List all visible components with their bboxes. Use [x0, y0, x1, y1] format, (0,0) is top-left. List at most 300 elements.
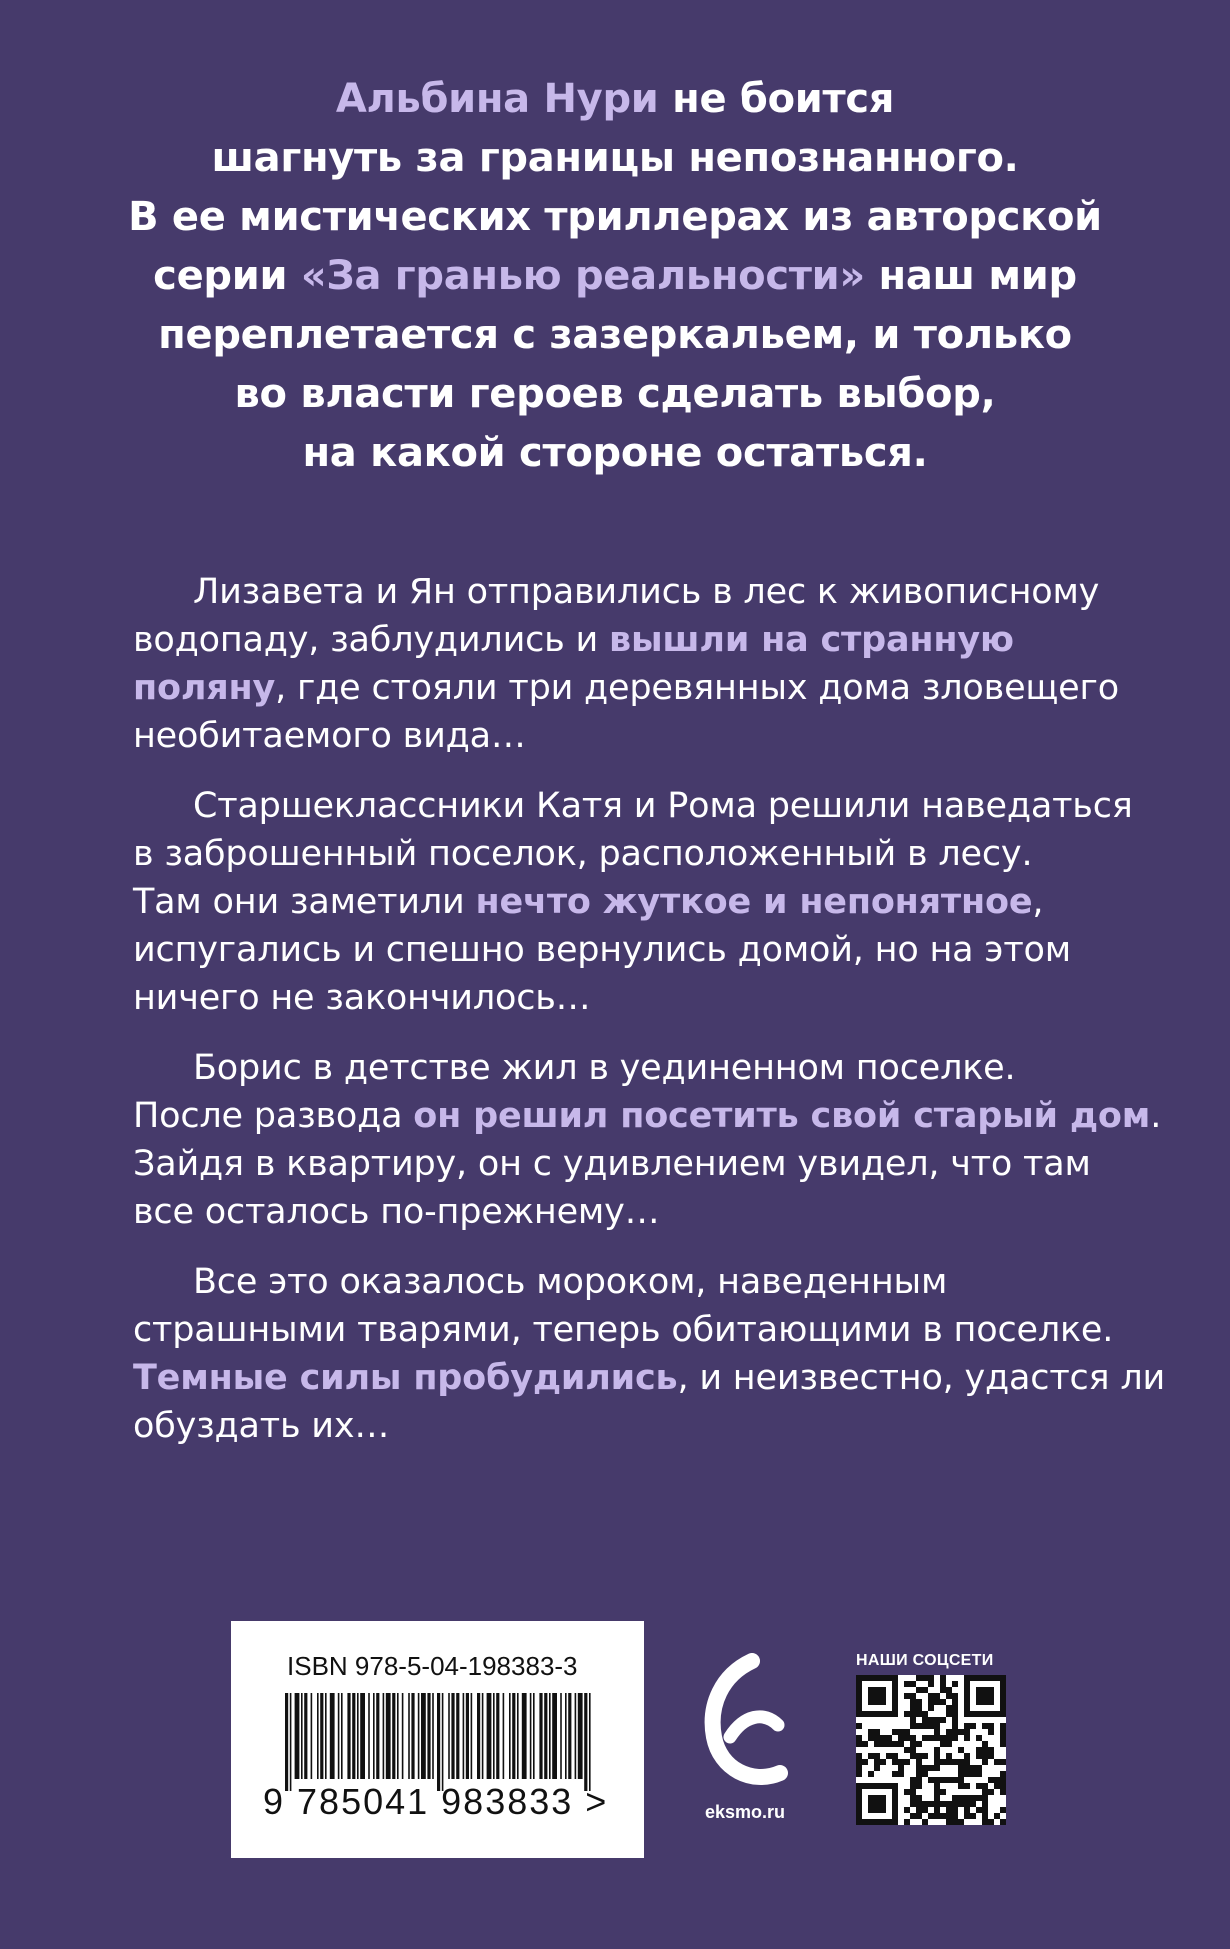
qr-module — [856, 1735, 862, 1741]
qr-module — [910, 1801, 916, 1807]
qr-module — [928, 1765, 934, 1771]
qr-module — [952, 1723, 958, 1729]
qr-module — [940, 1681, 946, 1687]
qr-module — [928, 1699, 934, 1705]
barcode-bar — [565, 1693, 567, 1779]
barcode-bar — [311, 1693, 313, 1779]
qr-module — [910, 1789, 916, 1795]
barcode-icon — [285, 1693, 591, 1791]
barcode-bar — [392, 1693, 395, 1779]
qr-module — [922, 1723, 928, 1729]
text-line: испугались и спешно вернулись домой, но на этом — [133, 930, 1071, 970]
text-line — [133, 1354, 1166, 1402]
qr-module — [868, 1771, 874, 1777]
barcode-bar — [304, 1693, 307, 1779]
qr-module — [976, 1771, 982, 1777]
barcode-bar — [411, 1693, 414, 1779]
qr-module — [946, 1687, 952, 1693]
qr-module — [916, 1813, 922, 1819]
qr-module — [904, 1693, 910, 1699]
qr-module — [946, 1807, 952, 1813]
qr-module — [892, 1759, 898, 1765]
qr-module — [904, 1711, 910, 1717]
text-span: , — [1032, 882, 1044, 922]
barcode-bar — [347, 1693, 350, 1779]
text-span: Там они заметили — [133, 882, 476, 922]
text-line: Борис в детстве жил в уединенном поселке. — [193, 1048, 1016, 1088]
ean-number: 9 785041 983833 > — [263, 1781, 609, 1822]
qr-module — [940, 1777, 946, 1783]
qr-module — [952, 1693, 958, 1699]
barcode-bar — [402, 1693, 404, 1779]
qr-module — [892, 1729, 898, 1735]
qr-module — [976, 1783, 982, 1789]
intro-line: переплетается с зазеркальем, и только — [158, 312, 1072, 358]
qr-module — [988, 1747, 994, 1753]
qr-module — [952, 1807, 958, 1813]
qr-module — [982, 1795, 988, 1801]
qr-module — [934, 1807, 940, 1813]
social-label: НАШИ СОЦСЕТИ — [856, 1652, 994, 1669]
qr-module — [922, 1753, 928, 1759]
text-span: , где стояли три деревянных дома зловещего — [275, 668, 1119, 708]
qr-module — [934, 1813, 940, 1819]
qr-module — [904, 1789, 910, 1795]
qr-module — [958, 1783, 964, 1789]
barcode-bar — [418, 1693, 420, 1779]
eksmo-logo-icon — [700, 1653, 790, 1793]
qr-module — [880, 1759, 886, 1765]
text-span: . — [1150, 1096, 1162, 1136]
qr-module — [982, 1819, 988, 1825]
qr-module — [940, 1675, 946, 1681]
text-line: в заброшенный поселок, расположенный в лесу. — [133, 834, 1033, 874]
qr-module — [910, 1795, 916, 1801]
highlight-text: он решил посетить свой старый дом — [413, 1096, 1151, 1136]
qr-module — [922, 1687, 928, 1693]
qr-module — [952, 1681, 958, 1687]
barcode-bar — [549, 1693, 551, 1779]
qr-module — [958, 1819, 964, 1825]
qr-module — [946, 1711, 952, 1717]
qr-module — [910, 1747, 916, 1753]
qr-module — [862, 1741, 868, 1747]
qr-module — [952, 1717, 958, 1723]
qr-module — [934, 1753, 940, 1759]
qr-module — [958, 1801, 964, 1807]
qr-module — [1000, 1807, 1006, 1813]
qr-module — [892, 1753, 898, 1759]
qr-module — [946, 1819, 952, 1825]
barcode-bar — [517, 1693, 519, 1779]
qr-module — [928, 1693, 934, 1699]
intro-line: шагнуть за границы непознанного. — [211, 135, 1019, 181]
qr-module — [880, 1741, 886, 1747]
qr-module — [916, 1741, 922, 1747]
qr-module — [910, 1753, 916, 1759]
barcode-bar — [589, 1693, 591, 1791]
qr-module — [958, 1729, 964, 1735]
barcode-bar — [471, 1693, 473, 1779]
qr-module — [928, 1813, 934, 1819]
barcode-bar — [330, 1693, 335, 1779]
qr-module — [898, 1771, 904, 1777]
qr-module — [922, 1717, 928, 1723]
barcode-bar — [290, 1693, 292, 1791]
barcode-bar — [437, 1693, 440, 1791]
author-name: Альбина Нури — [335, 76, 659, 122]
qr-module — [952, 1735, 958, 1741]
qr-module — [970, 1765, 976, 1771]
qr-module — [988, 1753, 994, 1759]
qr-module — [916, 1753, 922, 1759]
qr-module — [874, 1765, 880, 1771]
qr-module — [940, 1699, 946, 1705]
barcode-bar — [496, 1693, 499, 1779]
qr-module — [964, 1813, 970, 1819]
qr-module — [976, 1765, 982, 1771]
qr-module — [916, 1783, 922, 1789]
barcode-bar — [376, 1693, 379, 1779]
synopsis-paragraph-1 — [133, 568, 1133, 760]
qr-module — [910, 1699, 916, 1705]
qr-module — [940, 1801, 946, 1807]
qr-module — [946, 1813, 952, 1819]
text-line: Старшеклассники Катя и Рома решили наведаться — [193, 786, 1133, 826]
qr-module — [940, 1687, 946, 1693]
qr-module — [934, 1765, 940, 1771]
qr-module — [964, 1771, 970, 1777]
barcode-bar — [368, 1693, 370, 1779]
qr-module — [922, 1675, 928, 1681]
qr-module — [940, 1789, 946, 1795]
intro-text: серии — [153, 253, 301, 299]
qr-module — [910, 1777, 916, 1783]
qr-module — [964, 1783, 970, 1789]
text-span: После развода — [133, 1096, 414, 1136]
qr-module — [856, 1753, 862, 1759]
qr-module — [904, 1819, 910, 1825]
qr-module — [856, 1759, 862, 1765]
qr-module — [1000, 1741, 1006, 1747]
barcode-bar — [568, 1693, 571, 1779]
highlight-text: поляну — [133, 668, 276, 708]
text-line: необитаемого вида… — [133, 716, 526, 756]
qr-module — [988, 1723, 994, 1729]
barcode-bar — [578, 1693, 583, 1779]
qr-module — [904, 1735, 910, 1741]
barcode-bar — [427, 1693, 430, 1779]
barcode-bar — [487, 1693, 492, 1779]
qr-module — [1000, 1759, 1006, 1765]
barcode-bar — [317, 1693, 319, 1779]
qr-module — [952, 1795, 958, 1801]
qr-module — [976, 1735, 982, 1741]
qr-module — [964, 1753, 970, 1759]
highlight-text: Темные силы пробудились — [133, 1358, 678, 1398]
qr-module — [892, 1771, 898, 1777]
barcode-bar — [325, 1693, 327, 1779]
qr-module — [916, 1699, 922, 1705]
qr-module — [904, 1807, 910, 1813]
qr-module — [1000, 1789, 1006, 1795]
qr-module — [934, 1777, 940, 1783]
qr-module — [958, 1777, 964, 1783]
barcode-bar — [432, 1693, 434, 1779]
qr-module — [922, 1819, 928, 1825]
qr-module — [928, 1723, 934, 1729]
synopsis — [133, 568, 1166, 1472]
synopsis-paragraph-4 — [133, 1258, 1166, 1450]
qr-module — [988, 1729, 994, 1735]
barcode-bar — [338, 1693, 340, 1779]
qr-module — [934, 1759, 940, 1765]
qr-module — [868, 1729, 874, 1735]
qr-module — [886, 1753, 892, 1759]
synopsis-paragraph-2 — [133, 782, 1133, 1022]
qr-module — [1000, 1729, 1006, 1735]
qr-module — [994, 1777, 1000, 1783]
qr-module — [958, 1747, 964, 1753]
qr-module — [982, 1807, 988, 1813]
qr-module — [874, 1741, 880, 1747]
barcode-bar — [456, 1693, 459, 1779]
qr-module — [994, 1783, 1000, 1789]
isbn-number: ISBN 978-5-04-198383-3 — [287, 1651, 578, 1681]
barcode-bar — [285, 1693, 288, 1791]
barcode-bar — [451, 1693, 454, 1779]
text-line: ничего не закончилось… — [133, 978, 591, 1018]
highlight-text: нечто жуткое и непонятное — [475, 882, 1033, 922]
qr-module — [940, 1741, 946, 1747]
qr-module — [934, 1735, 940, 1741]
qr-module — [970, 1795, 976, 1801]
qr-finder — [976, 1687, 994, 1705]
qr-module — [874, 1759, 880, 1765]
qr-module — [916, 1705, 922, 1711]
qr-module — [1000, 1771, 1006, 1777]
barcode-bar — [397, 1693, 399, 1779]
qr-module — [934, 1789, 940, 1795]
qr-module — [928, 1675, 934, 1681]
qr-module — [922, 1807, 928, 1813]
qr-module — [994, 1813, 1000, 1819]
qr-module — [982, 1747, 988, 1753]
qr-module — [868, 1735, 874, 1741]
qr-module — [934, 1801, 940, 1807]
qr-module — [982, 1813, 988, 1819]
barcode-bar — [301, 1693, 303, 1779]
qr-module — [934, 1747, 940, 1753]
qr-module — [904, 1729, 910, 1735]
text-line — [133, 664, 1133, 712]
intro-line: В ее мистических триллерах из авторской — [128, 194, 1102, 240]
barcode-bar — [503, 1693, 505, 1779]
barcode-bar — [386, 1693, 391, 1779]
qr-module — [904, 1747, 910, 1753]
qr-module — [982, 1759, 988, 1765]
qr-module — [910, 1711, 916, 1717]
qr-module — [916, 1723, 922, 1729]
qr-module — [958, 1795, 964, 1801]
barcode-bar — [448, 1693, 450, 1779]
barcode-bar — [552, 1693, 557, 1779]
barcode-bar — [373, 1693, 375, 1779]
barcode-bar — [466, 1693, 469, 1779]
qr-module — [856, 1723, 862, 1729]
qr-module — [928, 1801, 934, 1807]
text-line — [133, 616, 1133, 664]
barcode-bar — [530, 1693, 532, 1779]
barcode-bar — [584, 1693, 587, 1791]
qr-module — [982, 1741, 988, 1747]
qr-module — [964, 1759, 970, 1765]
qr-module — [904, 1759, 910, 1765]
qr-module — [946, 1741, 952, 1747]
qr-module — [916, 1777, 922, 1783]
qr-module — [934, 1729, 940, 1735]
qr-module — [874, 1729, 880, 1735]
qr-module — [910, 1813, 916, 1819]
qr-module — [988, 1777, 994, 1783]
qr-module — [916, 1801, 922, 1807]
barcode-bar — [360, 1693, 365, 1779]
qr-module — [910, 1705, 916, 1711]
barcode-bar — [482, 1693, 484, 1779]
barcode-bar — [408, 1693, 410, 1779]
text-line — [133, 1092, 1162, 1140]
text-line: Все это оказалось мороком, наведенным — [193, 1262, 948, 1302]
barcode-bar — [575, 1693, 577, 1779]
barcode-bar — [512, 1693, 515, 1779]
barcode-bar — [357, 1693, 359, 1779]
publisher-url: eksmo.ru — [704, 1802, 786, 1822]
qr-module — [946, 1693, 952, 1699]
qr-module — [970, 1813, 976, 1819]
text-span: водопаду, заблудились и — [133, 620, 610, 660]
qr-module — [964, 1729, 970, 1735]
qr-module — [952, 1711, 958, 1717]
qr-code-icon — [856, 1675, 1006, 1825]
qr-module — [910, 1681, 916, 1687]
qr-module — [946, 1753, 952, 1759]
barcode-bar — [295, 1693, 300, 1779]
qr-module — [970, 1771, 976, 1777]
text-line: Зайдя в квартиру, он с удивлением увидел, что там — [133, 1144, 1091, 1184]
qr-module — [964, 1723, 970, 1729]
qr-module — [892, 1741, 898, 1747]
qr-module — [928, 1717, 934, 1723]
qr-module — [928, 1705, 934, 1711]
qr-module — [952, 1777, 958, 1783]
qr-module — [982, 1801, 988, 1807]
qr-module — [874, 1735, 880, 1741]
text-line — [133, 878, 1133, 926]
intro-text: наш мир — [864, 253, 1077, 299]
qr-module — [946, 1777, 952, 1783]
qr-module — [910, 1693, 916, 1699]
series-name: «За гранью реальности» — [300, 253, 865, 299]
qr-module — [952, 1759, 958, 1765]
qr-module — [982, 1723, 988, 1729]
qr-module — [928, 1777, 934, 1783]
barcode-bar — [560, 1693, 562, 1779]
qr-module — [952, 1705, 958, 1711]
qr-module — [994, 1759, 1000, 1765]
qr-module — [934, 1783, 940, 1789]
qr-module — [916, 1771, 922, 1777]
text-line: страшными тварями, теперь обитающими в поселке. — [133, 1310, 1114, 1350]
barcode-bar — [544, 1693, 547, 1779]
qr-module — [952, 1819, 958, 1825]
intro-text: не боится — [658, 76, 895, 122]
qr-module — [910, 1783, 916, 1789]
synopsis-paragraph-3 — [133, 1044, 1162, 1236]
qr-module — [916, 1711, 922, 1717]
qr-module — [964, 1795, 970, 1801]
qr-module — [868, 1753, 874, 1759]
barcode-bar — [421, 1693, 426, 1779]
text-line: все осталось по-прежнему… — [133, 1192, 660, 1232]
barcode-bar — [522, 1693, 527, 1779]
barcode-bar — [509, 1693, 511, 1779]
qr-module — [970, 1723, 976, 1729]
highlight-text: вышли на странную — [609, 620, 1014, 660]
qr-module — [934, 1723, 940, 1729]
barcode-bar — [320, 1693, 323, 1779]
qr-module — [922, 1765, 928, 1771]
qr-module — [976, 1795, 982, 1801]
qr-module — [940, 1759, 946, 1765]
qr-module — [988, 1819, 994, 1825]
qr-finder — [868, 1795, 886, 1813]
qr-module — [910, 1723, 916, 1729]
qr-module — [976, 1807, 982, 1813]
qr-module — [940, 1735, 946, 1741]
qr-module — [1000, 1777, 1006, 1783]
intro-line: на какой стороне остаться. — [302, 430, 928, 476]
qr-module — [946, 1759, 952, 1765]
qr-module — [856, 1771, 862, 1777]
qr-module — [874, 1753, 880, 1759]
qr-module — [934, 1717, 940, 1723]
qr-module — [940, 1813, 946, 1819]
qr-module — [862, 1759, 868, 1765]
qr-module — [934, 1795, 940, 1801]
text-line: обуздать их… — [133, 1406, 390, 1446]
qr-module — [916, 1759, 922, 1765]
qr-module — [982, 1753, 988, 1759]
qr-module — [916, 1795, 922, 1801]
qr-module — [940, 1717, 946, 1723]
qr-module — [964, 1765, 970, 1771]
qr-finder — [868, 1687, 886, 1705]
barcode-bar — [442, 1693, 444, 1791]
qr-module — [928, 1681, 934, 1687]
qr-module — [922, 1711, 928, 1717]
qr-module — [964, 1801, 970, 1807]
qr-module — [982, 1789, 988, 1795]
barcode-panel — [231, 1621, 644, 1858]
qr-module — [898, 1735, 904, 1741]
qr-module — [946, 1801, 952, 1807]
qr-module — [1000, 1783, 1006, 1789]
qr-module — [958, 1765, 964, 1771]
qr-module — [1000, 1819, 1006, 1825]
qr-module — [964, 1807, 970, 1813]
qr-module — [898, 1759, 904, 1765]
qr-module — [856, 1741, 862, 1747]
